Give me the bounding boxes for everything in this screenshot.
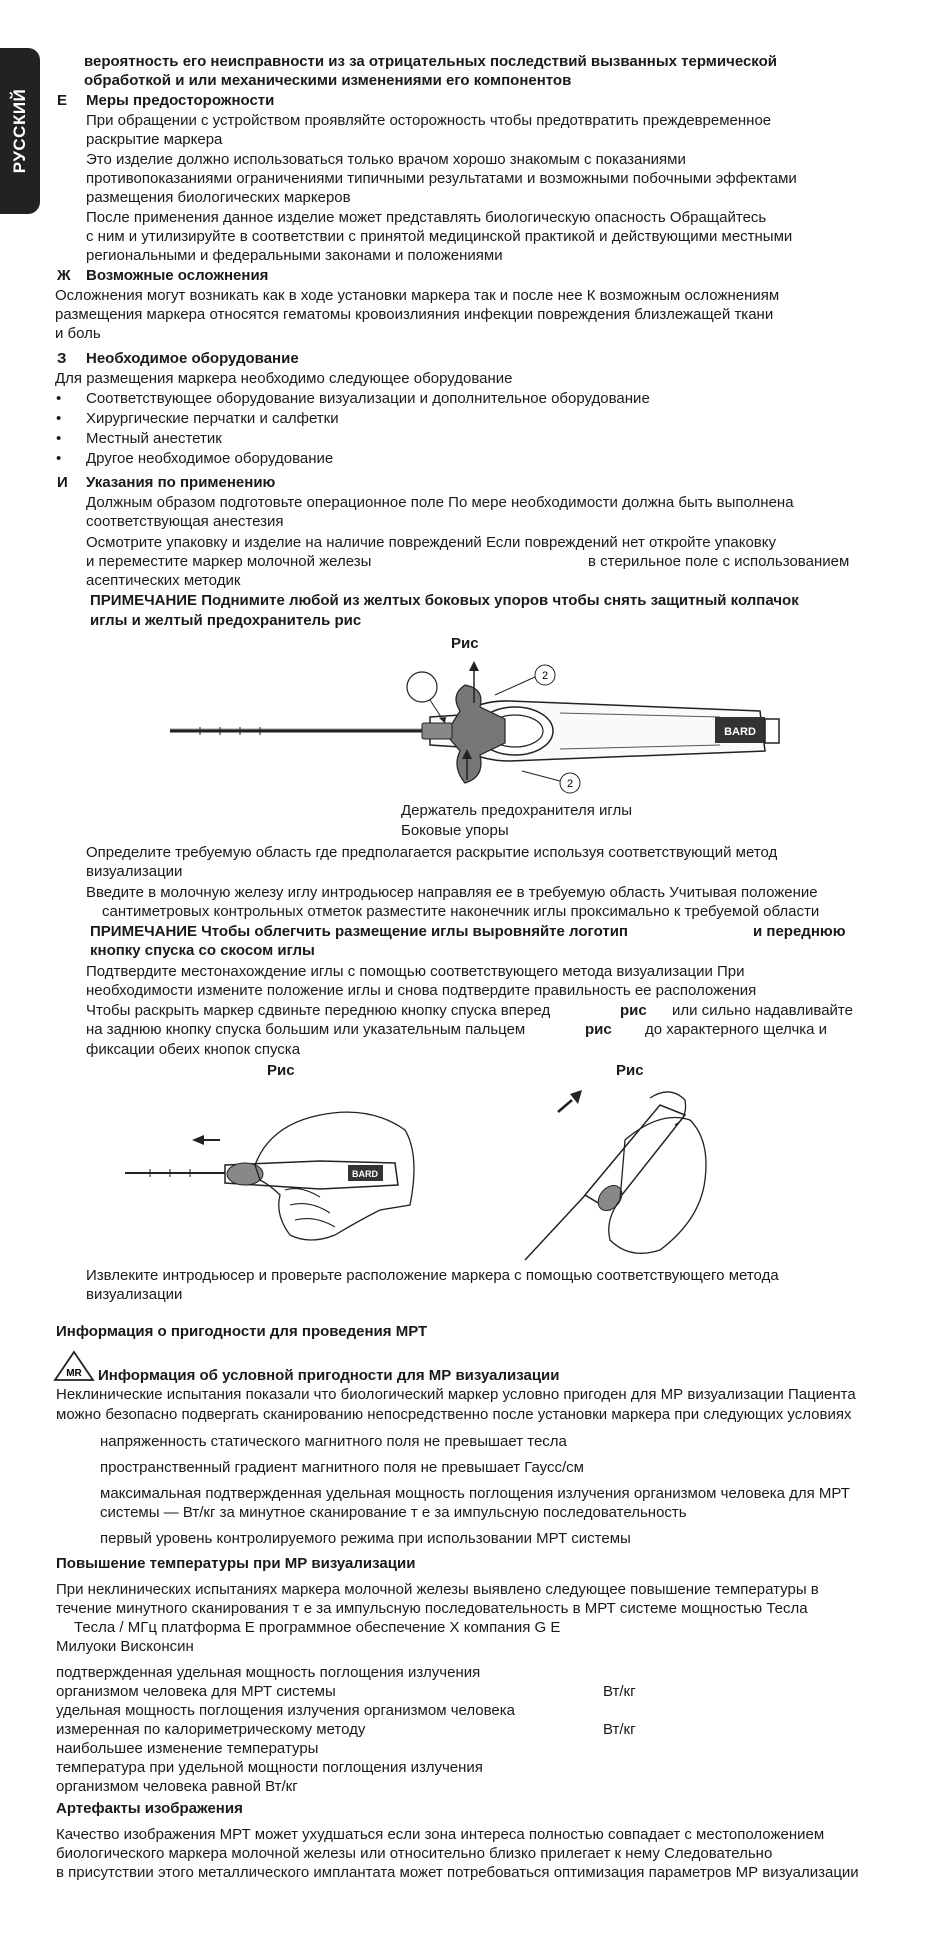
text-line: размещения биологических маркеров <box>86 189 351 206</box>
text-line: можно безопасно подвергать сканированию непосредственно после установки маркера при следующих условиях <box>56 1406 852 1423</box>
text-line: Чтобы раскрыть маркер сдвиньте переднюю кнопку спуска вперед <box>86 1002 551 1019</box>
table-cell: наибольшее изменение температуры <box>56 1740 319 1757</box>
section-title: Возможные осложнения <box>86 267 269 284</box>
section-heading: Артефакты изображения <box>56 1800 243 1817</box>
figure-label: Рис <box>616 1062 644 1079</box>
table-cell: организмом человека равной Вт/кг <box>56 1778 298 1795</box>
section-letter: З <box>57 350 67 367</box>
text-line: Качество изображения МРТ может ухудшаться если зона интереса полностью совпадает с местоположением <box>56 1826 825 1843</box>
language-tab-label: РУССКИЙ <box>10 88 29 174</box>
text-line: соответствующая анестезия <box>86 513 284 530</box>
text-line: Извлеките интродьюсер и проверьте расположение маркера с помощью соответствующего метода <box>86 1267 779 1284</box>
section-letter: Ж <box>57 267 71 284</box>
note-line: иглы и желтый предохранитель рис <box>90 612 362 629</box>
bullet: • <box>56 390 62 407</box>
figure-label: Рис <box>267 1062 295 1079</box>
text-line: При обращении с устройством проявляйте осторожность чтобы предотвратить преждевременное <box>86 112 772 129</box>
text-line: Определите требуемую область где предполагается раскрытие используя соответствующий метод <box>86 844 778 861</box>
text-line: обработкой и или механическими изменениями его компонентов <box>84 72 572 89</box>
text-line: необходимости измените положение иглы и снова подтвердите правильность ее расположения <box>86 982 757 999</box>
text-line: на заднюю кнопку спуска большим или указательным пальцем <box>86 1021 526 1038</box>
text-line: вероятность его неисправности из за отрицательных последствий вызванных термической <box>84 53 778 70</box>
section-letter: Е <box>57 92 68 109</box>
text-line: визуализации <box>86 1286 183 1303</box>
note-line: кнопку спуска со скосом иглы <box>90 942 315 959</box>
brand-logo-text: BARD <box>724 726 756 738</box>
text-line: противопоказаниями ограничениями типичными результатами и возможными побочными эффектами <box>86 170 797 187</box>
condition-line: пространственный градиент магнитного поля не превышает Гаусс/см <box>100 1459 584 1476</box>
text-line: фиксации обеих кнопок спуска <box>86 1041 301 1058</box>
table-cell: измеренная по калориметрическому методу <box>56 1721 366 1738</box>
bullet: • <box>56 450 62 467</box>
table-cell: Вт/кг <box>603 1721 636 1738</box>
list-item: Хирургические перчатки и салфетки <box>86 410 339 427</box>
text-line: с ним и утилизируйте в соответствии с принятой медицинской практикой и действующими местными <box>86 228 793 245</box>
note-line: и переднюю <box>753 923 846 940</box>
condition-line: напряженность статического магнитного поля не превышает тесла <box>100 1433 567 1450</box>
text-line: биологического маркера молочной железы или относительно близко прилегает к нему Следовательно <box>56 1845 773 1862</box>
section-title: Указания по применению <box>86 474 276 491</box>
text-line: или сильно надавливайте <box>672 1002 853 1019</box>
condition-line: системы — Вт/кг за минутное сканирование т е за импульсную последовательность <box>100 1504 687 1521</box>
text-line: до характерного щелчка и <box>645 1021 828 1038</box>
language-tab <box>0 48 40 214</box>
table-cell: температура при удельной мощности поглощения излучения <box>56 1759 483 1776</box>
mr-badge-text: MR <box>66 1368 82 1379</box>
list-item: Другое необходимое оборудование <box>86 450 334 467</box>
figure-caption: Боковые упоры <box>401 822 509 839</box>
text-line: Осложнения могут возникать как в ходе установки маркера так и после нее К возможным осложнениям <box>55 287 780 304</box>
hand-rear-button-figure <box>510 1080 840 1270</box>
text-line: Неклинические испытания показали что биологический маркер условно пригоден для МР визуализации Пациента <box>56 1386 856 1403</box>
needle-device-figure <box>160 655 800 795</box>
figure-ref: рис <box>585 1021 612 1038</box>
callout-number: 2 <box>566 778 574 790</box>
figure-label: Рис <box>451 635 479 652</box>
callout-number: 2 <box>541 670 549 682</box>
brand-logo-text: BARD <box>352 1169 378 1179</box>
text-line: Это изделие должно использоваться только врачом хорошо знакомым с показаниями <box>86 151 686 168</box>
text-line: Введите в молочную железу иглу интродьюсер направляя ее в требуемую область Учитывая положение <box>86 884 818 901</box>
text-line: асептических методик <box>86 572 241 589</box>
text-line: Осмотрите упаковку и изделие на наличие повреждений Если повреждений нет откройте упаковку <box>86 534 776 551</box>
text-line: Подтвердите местонахождение иглы с помощью соответствующего метода визуализации При <box>86 963 745 980</box>
text-line: сантиметровых контрольных отметок разместите наконечник иглы проксимально к требуемой области <box>102 903 820 920</box>
bullet: • <box>56 430 62 447</box>
section-heading: Информация о пригодности для проведения МРТ <box>56 1323 428 1340</box>
text-line: и переместите маркер молочной железы <box>86 553 372 570</box>
text-line: Должным образом подготовьте операционное поле По мере необходимости должна быть выполнена <box>86 494 794 511</box>
bullet: • <box>56 410 62 427</box>
table-cell: подтвержденная удельная мощность поглощения излучения <box>56 1664 481 1681</box>
text-line: Милуоки Висконсин <box>56 1638 194 1655</box>
text-line: региональными и федеральными законами и положениями <box>86 247 503 264</box>
text-line: После применения данное изделие может представлять биологическую опасность Обращайтесь <box>86 209 767 226</box>
section-heading: Информация об условной пригодности для МР визуализации <box>98 1367 560 1384</box>
table-cell: организмом человека для МРТ системы <box>56 1683 336 1700</box>
mr-conditional-icon <box>53 1350 95 1382</box>
section-letter: И <box>57 474 68 491</box>
text-line: При неклинических испытаниях маркера молочной железы выявлено следующее повышение температуры в <box>56 1581 819 1598</box>
text-line: Для размещения маркера необходимо следующее оборудование <box>55 370 513 387</box>
table-cell: удельная мощность поглощения излучения организмом человека <box>56 1702 515 1719</box>
section-heading: Повышение температуры при МР визуализации <box>56 1555 416 1572</box>
text-line: и боль <box>55 325 101 342</box>
note-line: ПРИМЕЧАНИЕ Чтобы облегчить размещение иглы выровняйте логотип <box>90 923 628 940</box>
hand-forward-button-figure <box>120 1085 430 1255</box>
note-line: ПРИМЕЧАНИЕ Поднимите любой из желтых боковых упоров чтобы снять защитный колпачок <box>90 592 799 609</box>
text-line: в присутствии этого металлического имплантата может потребоваться оптимизация параметров МР визуализации <box>56 1864 859 1881</box>
section-title: Меры предосторожности <box>86 92 275 109</box>
text-line: Тесла / МГц платформа E программное обеспечение X компания G E <box>74 1619 561 1636</box>
text-line: течение минутного сканирования т е за импульсную последовательность в МРТ системе мощностью Тесла <box>56 1600 808 1617</box>
list-item: Местный анестетик <box>86 430 222 447</box>
condition-line: первый уровень контролируемого режима при использовании МРТ системы <box>100 1530 631 1547</box>
text-line: в стерильное поле с использованием <box>588 553 850 570</box>
list-item: Соответствующее оборудование визуализации и дополнительное оборудование <box>86 390 650 407</box>
text-line: раскрытие маркера <box>86 131 223 148</box>
table-cell: Вт/кг <box>603 1683 636 1700</box>
text-line: размещения маркера относятся гематомы кровоизлияния инфекции повреждения близлежащей ткани <box>55 306 774 323</box>
text-line: визуализации <box>86 863 183 880</box>
condition-line: максимальная подтвержденная удельная мощность поглощения излучения организмом человека для МРТ <box>100 1485 850 1502</box>
figure-caption: Держатель предохранителя иглы <box>401 802 633 819</box>
figure-ref: рис <box>620 1002 647 1019</box>
section-title: Необходимое оборудование <box>86 350 299 367</box>
